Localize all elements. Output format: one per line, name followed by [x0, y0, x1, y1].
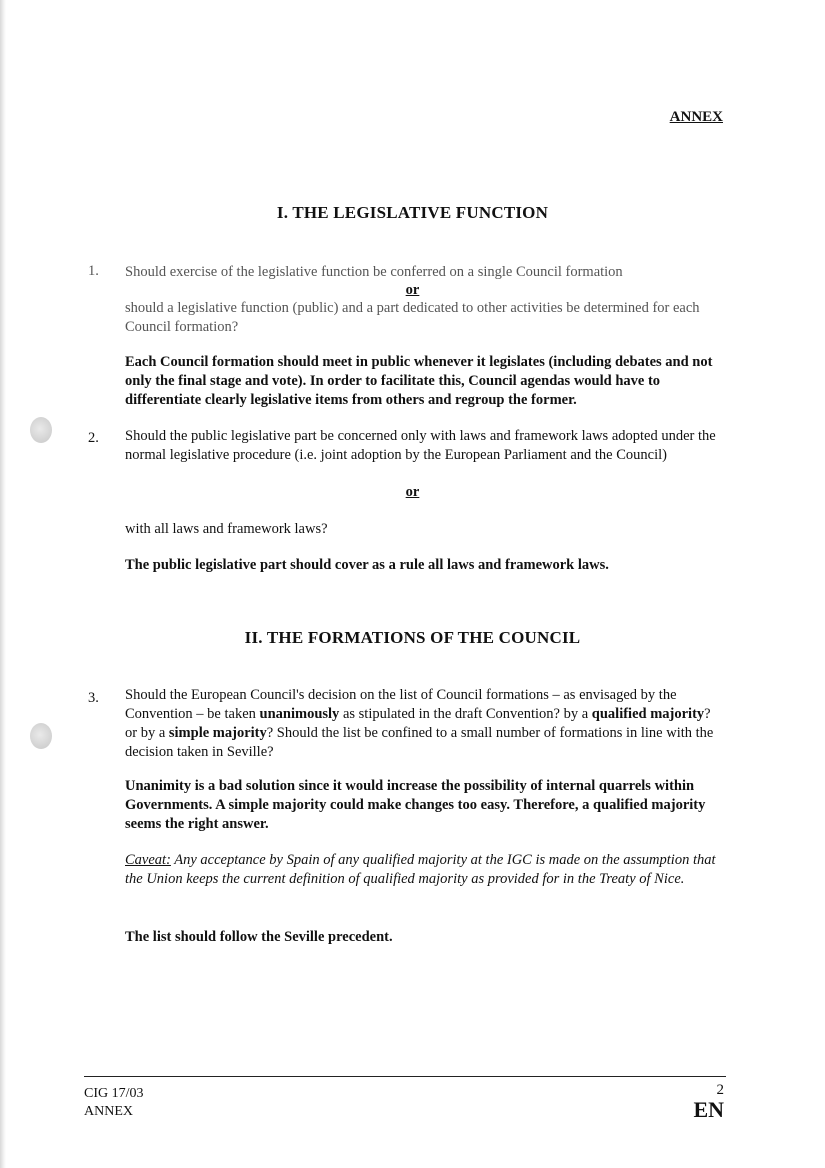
question-1-part-a: Should exercise of the legislative function be conferred on a single Council formation [125, 264, 623, 280]
footer-rule [84, 1076, 726, 1077]
question-3-text-2: as stipulated in the draft Convention? by a [339, 706, 592, 722]
punch-hole-top [30, 417, 52, 443]
question-2-or: or [405, 484, 420, 500]
question-3-qualified-majority: qualified majority [591, 706, 705, 722]
question-2-part-b: with all laws and framework laws? [125, 521, 328, 537]
question-number-1: 1. [88, 263, 99, 279]
answer-1: Each Council formation should meet in public whenever it legislates (including debates and not only the final stage and vote). In order to facilitate this, Council agendas would have to differentiate clearly legislative items from others and regroup the former. [125, 354, 713, 408]
footer-annex: ANNEX [84, 1104, 133, 1119]
question-3-text-4: ? Should the list be confined to a small number of formations in line with the decision taken in Seville? [125, 725, 714, 760]
section-title-formations: II. THE FORMATIONS OF THE COUNCIL [244, 628, 581, 647]
footer-reference [84, 1085, 144, 1121]
answer-3: Unanimity is a bad solution since it would increase the possibility of internal quarrels within Governments. A simple majority could make changes too easy. Therefore, a qualified majority seems the right answer. [125, 778, 706, 832]
annex-label: ANNEX [669, 109, 723, 125]
question-3-simple-majority: simple majority [168, 725, 267, 741]
footer-page-number: 2 [716, 1082, 724, 1098]
answer-2: The public legislative part should cover as a rule all laws and framework laws. [125, 557, 609, 573]
scan-edge [0, 0, 6, 1168]
caveat-label: Caveat: [125, 852, 171, 868]
caveat-text: Any acceptance by Spain of any qualified majority at the IGC is made on the assumption that the Union keeps the current definition of qualified majority as provided for in the Treaty of Nice. [125, 852, 716, 887]
question-number-2: 2. [88, 430, 99, 446]
question-2-part-a: Should the public legislative part be concerned only with laws and framework laws adopted under the normal legislative procedure (i.e. joint adoption by the European Parliament and the Council) [125, 428, 716, 463]
question-number-3: 3. [88, 690, 99, 706]
question-1-part-b: should a legislative function (public) and a part dedicated to other activities be determined for each Council formation? [125, 300, 700, 335]
question-1-or: or [405, 282, 420, 298]
question-3-unanimously: unanimously [259, 706, 340, 722]
question-3-text-1: Should the European Council's decision on the list of Council formations – as envisaged by the Convention – be taken [125, 687, 677, 722]
section-title-legislative: I. THE LEGISLATIVE FUNCTION [276, 203, 549, 222]
punch-hole-bottom [30, 723, 52, 749]
question-3-text [125, 686, 723, 762]
footer-language: EN [693, 1097, 724, 1122]
answer-3-final: The list should follow the Seville precedent. [125, 929, 393, 945]
footer-doc-ref: CIG 17/03 [84, 1086, 144, 1101]
question-3-text-3: ? or by a [125, 706, 711, 741]
caveat [125, 851, 727, 889]
